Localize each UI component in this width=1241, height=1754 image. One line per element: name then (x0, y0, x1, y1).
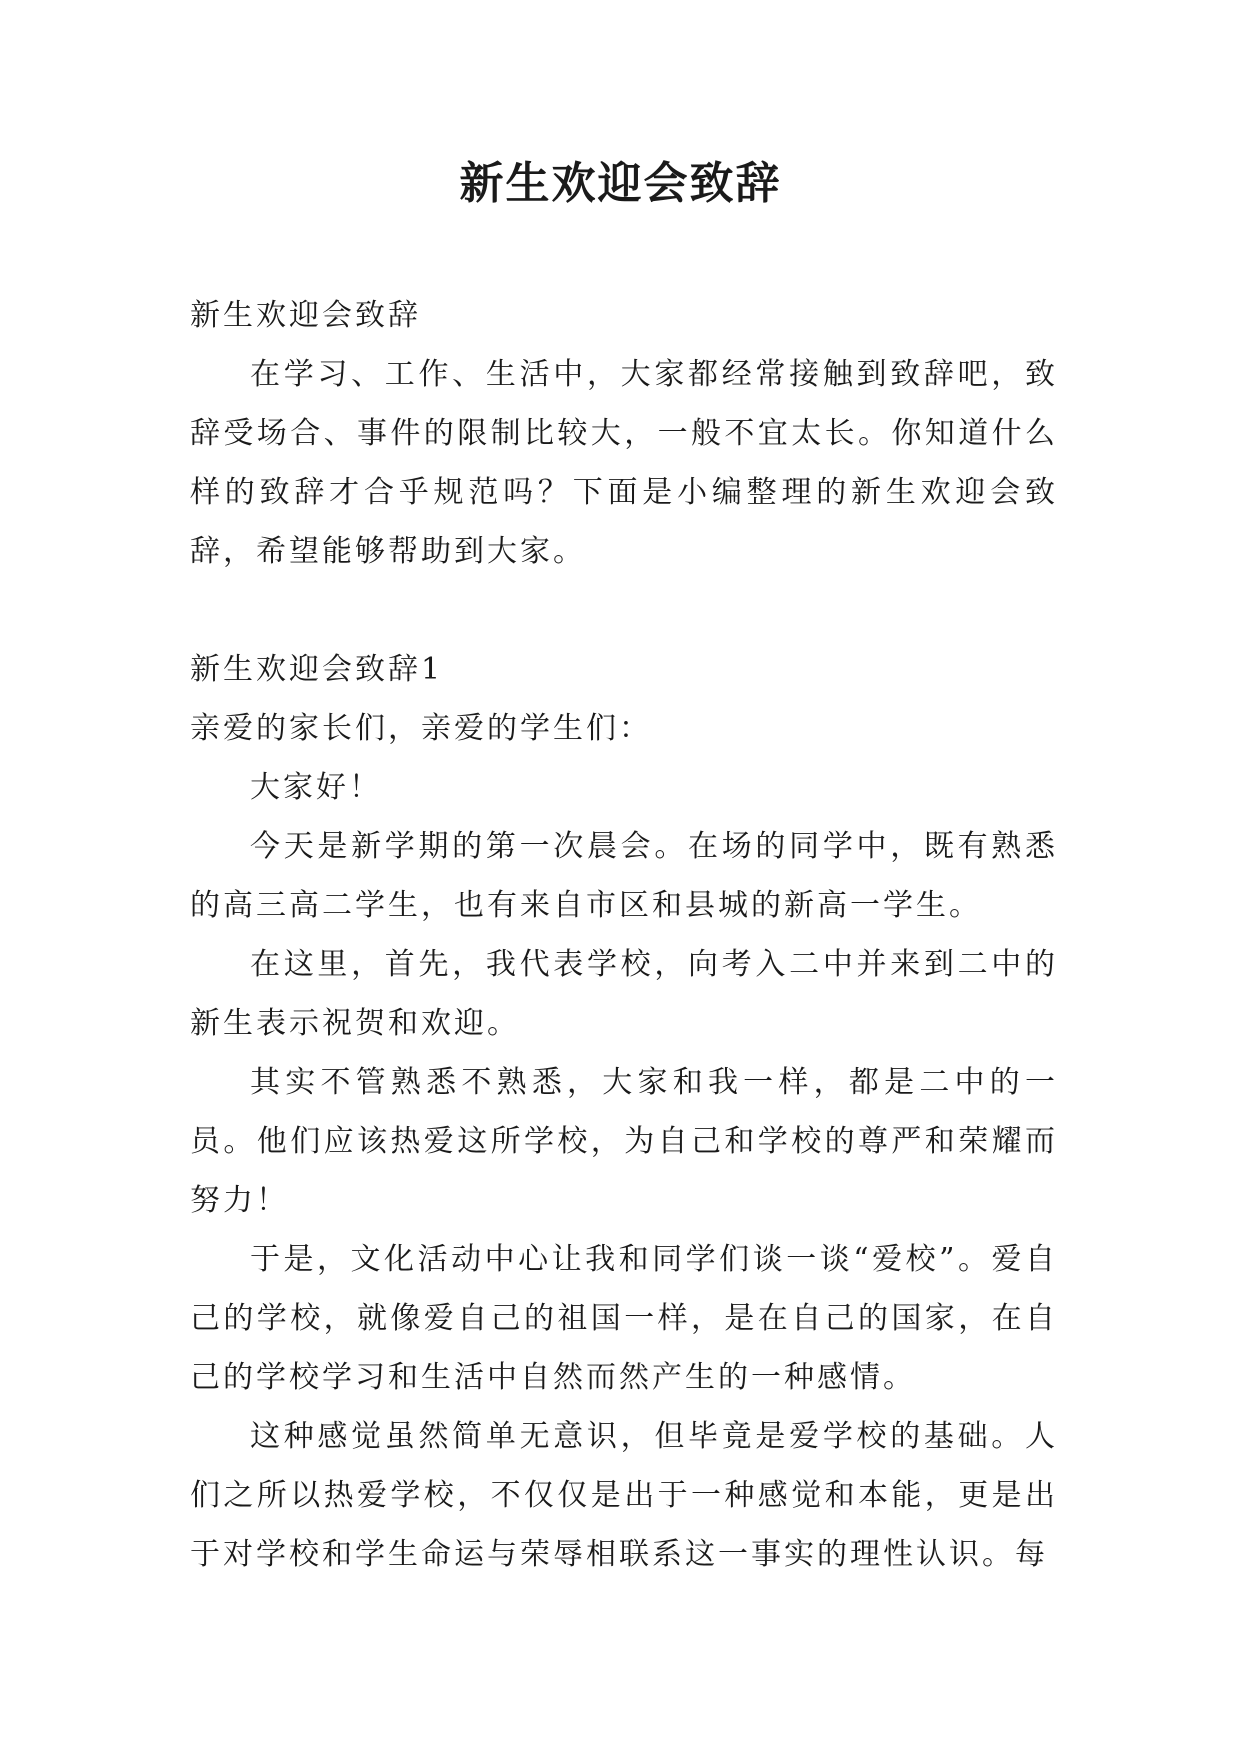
body-paragraph: 其实不管熟悉不熟悉，大家和我一样，都是二中的一员。他们应该热爱这所学校，为自己和学校的尊严和荣耀而努力！ (190, 1065, 1058, 1218)
salutation: 亲爱的家长们，亲爱的学生们： (190, 711, 652, 746)
document-body (190, 286, 1058, 1584)
section-heading-1: 新生欢迎会致辞1 (190, 652, 444, 687)
body-paragraph: 在这里，首先，我代表学校，向考入二中并来到二中的新生表示祝贺和欢迎。 (190, 947, 1058, 1041)
greeting: 大家好！ (250, 770, 382, 805)
body-paragraph: 这种感觉虽然简单无意识，但毕竟是爱学校的基础。人们之所以热爱学校，不仅仅是出于一种感觉和本能，更是出于对学校和学生命运与荣辱相联系这一事实的理性认识。每 (190, 1419, 1058, 1572)
document-title: 新生欢迎会致辞 (459, 158, 782, 209)
body-paragraph: 于是，文化活动中心让我和同学们谈一谈“爱校”。爱自己的学校，就像爱自己的祖国一样，是在自己的国家，在自己的学校学习和生活中自然而然产生的一种感情。 (190, 1242, 1058, 1395)
intro-paragraph: 在学习、工作、生活中，大家都经常接触到致辞吧，致辞受场合、事件的限制比较大，一般不宜太长。你知道什么样的致辞才合乎规范吗？下面是小编整理的新生欢迎会致辞，希望能够帮助到大家。 (190, 357, 1058, 569)
body-paragraph: 今天是新学期的第一次晨会。在场的同学中，既有熟悉的高三高二学生，也有来自市区和县城的新高一学生。 (190, 829, 1058, 923)
section-heading: 新生欢迎会致辞 (190, 298, 421, 333)
